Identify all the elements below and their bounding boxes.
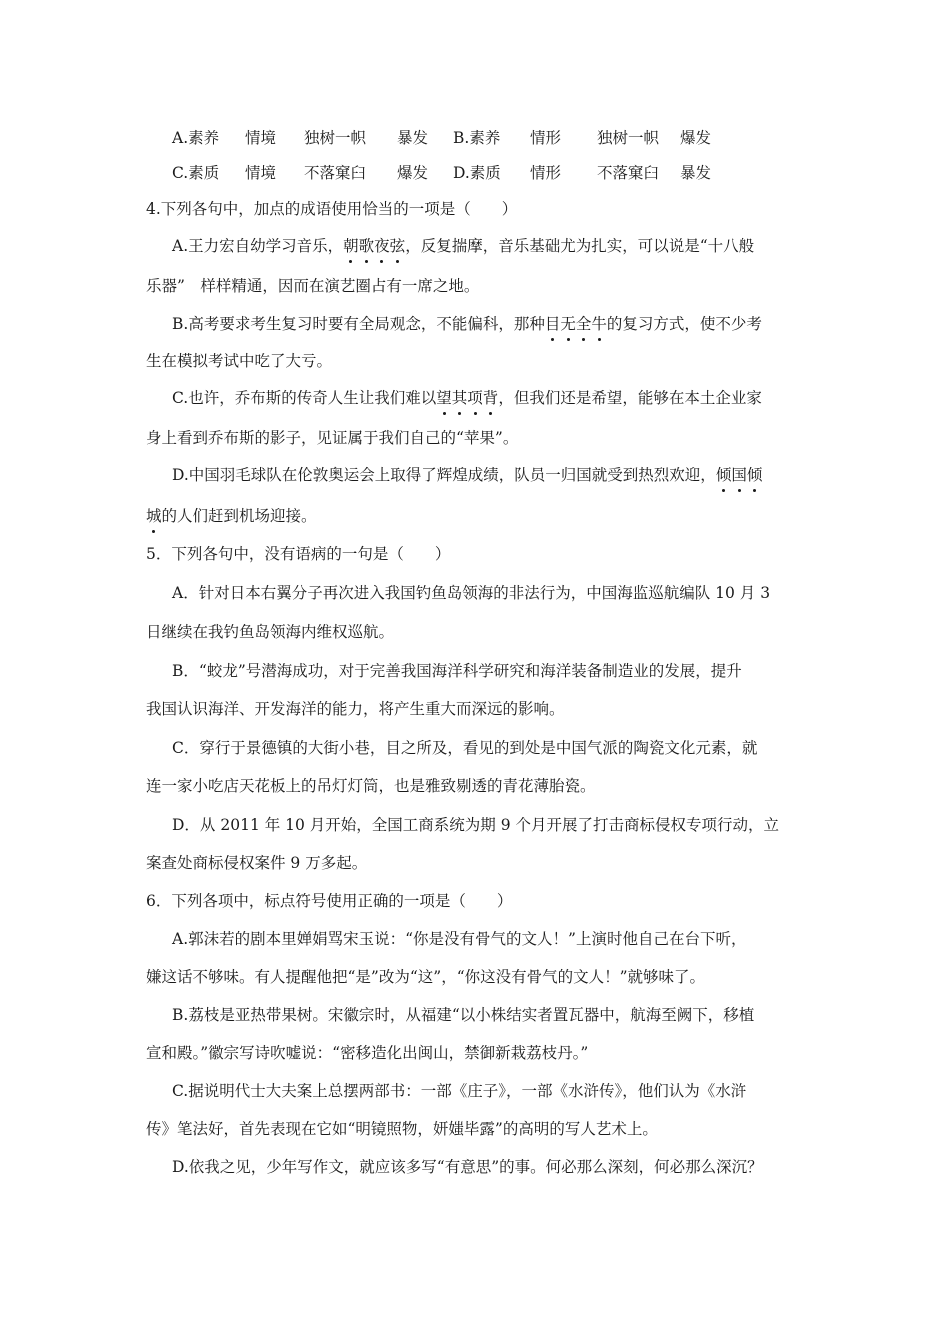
emphasis-char: 夜 (374, 237, 390, 255)
q5-stem: 5．下列各句中，没有语病的一句是（ ） (146, 545, 451, 563)
q4-a-line2: 乐器” 样样精通，因而在演艺圈占有一席之地。 (146, 277, 480, 295)
emphasis-char: 国 (731, 466, 747, 484)
q4-option-a (172, 236, 754, 256)
q6-b-line2: 宣和殿。”徽宗写诗吹嘘说：“密移造化出闽山，禁御新栽荔枝丹。” (146, 1044, 589, 1062)
q4-a-pre: A.王力宏自幼学习音乐， (172, 237, 344, 255)
q3-d-word1: 情形 (530, 164, 562, 182)
emphasis-char: 全 (575, 315, 592, 333)
emphasis-char: 项 (467, 389, 483, 407)
q3-d-word3: 暴发 (680, 164, 712, 182)
q3-a-label: A.素养 (172, 129, 220, 147)
q4-option-b (172, 314, 762, 334)
q5-d-line1: D．从 2011 年 10 月开始，全国工商系统为期 9 个月开展了打击商标侵权专项行动，立 (172, 816, 780, 834)
emphasis-char: 城 (146, 507, 162, 525)
q3-a-word3: 暴发 (397, 129, 429, 147)
emphasis-char: 倾 (715, 466, 732, 484)
q3-d-word2: 不落窠臼 (597, 164, 660, 182)
q6-d-line1: D.依我之见，少年写作文，就应该多写“有意思”的事。何必那么深刻，何必那么深沉？ (172, 1158, 763, 1176)
emphasis-char: 背 (482, 389, 499, 407)
q4-b-pre: B.高考要求考生复习时要有全局观念，不能偏科，那种 (172, 315, 545, 333)
q4-b-line2: 生在模拟考试中吃了大亏。 (146, 352, 333, 370)
q6-a-line2: 嫌这话不够味。有人提醒他把“是”改为“这”，“你这没有骨气的文人！”就够味了。 (146, 968, 706, 986)
q5-b-line2: 我国认识海洋、开发海洋的能力，将产生重大而深远的影响。 (146, 700, 565, 718)
emphasis-char: 其 (451, 389, 468, 407)
emphasis-char: 无 (560, 315, 576, 333)
q3-c-word3: 爆发 (397, 164, 429, 182)
emphasis-char: 牛 (591, 315, 607, 333)
q4-c-pre: C.也许，乔布斯的传奇人生让我们难以 (172, 389, 437, 407)
q3-a-word2: 独树一帜 (304, 129, 367, 147)
emphasis-char: 朝 (343, 237, 359, 255)
q4-d-line2 (146, 506, 317, 526)
q3-d-label: D.素质 (453, 164, 501, 182)
q6-b-line1: B.荔枝是亚热带果树。宋徽宗时，从福建“以小株结实者置瓦器中，航海至阙下，移植 (172, 1006, 755, 1024)
q5-a-line2: 日继续在我钓鱼岛领海内维权巡航。 (146, 623, 395, 641)
q3-c-label: C.素质 (172, 164, 220, 182)
q6-c-line2: 传》笔法好，首先表现在它如“明镜照物，妍媸毕露”的高明的写人艺术上。 (146, 1120, 658, 1138)
q3-b-label: B.素养 (453, 129, 501, 147)
q4-d-line2-post: 的人们赶到机场迎接。 (161, 507, 317, 525)
q4-d-pre: D.中国羽毛球队在伦敦奥运会上取得了辉煌成绩，队员一归国就受到热烈欢迎， (172, 466, 716, 484)
q4-c-post: ，但我们还是希望，能够在本土企业家 (498, 389, 762, 407)
q5-a-line1: A．针对日本右翼分子再次进入我国钓鱼岛领海的非法行为，中国海监巡航编队 10 月 3 (172, 584, 771, 602)
q3-b-word2: 独树一帜 (597, 129, 660, 147)
emphasis-char: 弦 (389, 237, 406, 255)
q5-b-line1: B．“蛟龙”号潜海成功，对于完善我国海洋科学研究和海洋装备制造业的发展，提升 (172, 662, 742, 680)
q4-a-post: ，反复揣摩，音乐基础尤为扎实，可以说是“十八般 (405, 237, 755, 255)
q3-b-word3: 爆发 (680, 129, 712, 147)
q4-b-post: 的复习方式，使不少考 (606, 315, 762, 333)
q4-stem: 4.下列各句中，加点的成语使用恰当的一项是（ ） (146, 200, 518, 218)
q4-option-c (172, 388, 762, 408)
q6-stem: 6．下列各项中，标点符号使用正确的一项是（ ） (146, 892, 513, 910)
emphasis-char: 倾 (746, 466, 763, 484)
emphasis-char: 目 (544, 315, 561, 333)
q3-c-word2: 不落窠臼 (304, 164, 367, 182)
q3-c-word1: 情境 (245, 164, 277, 182)
q4-option-d (172, 465, 762, 485)
emphasis-char: 歌 (358, 237, 375, 255)
q5-c-line2: 连一家小吃店天花板上的吊灯灯筒，也是雅致剔透的青花薄胎瓷。 (146, 777, 596, 795)
q4-c-line2: 身上看到乔布斯的影子，见证属于我们自己的“苹果”。 (146, 429, 519, 447)
q6-c-line1: C.据说明代士大夫案上总摆两部书：一部《庄子》，一部《水浒传》，他们认为《水浒 (172, 1082, 747, 1100)
q3-b-word1: 情形 (530, 129, 562, 147)
q5-d-line2: 案查处商标侵权案件 9 万多起。 (146, 854, 368, 872)
q6-a-line1: A.郭沫若的剧本里婵娟骂宋玉说：“你是没有骨气的文人！”上演时他自己在台下听， (172, 930, 747, 948)
emphasis-char: 望 (436, 389, 452, 407)
q5-c-line1: C．穿行于景德镇的大街小巷，目之所及，看见的到处是中国气派的陶瓷文化元素，就 (172, 739, 758, 757)
q3-a-word1: 情境 (245, 129, 277, 147)
